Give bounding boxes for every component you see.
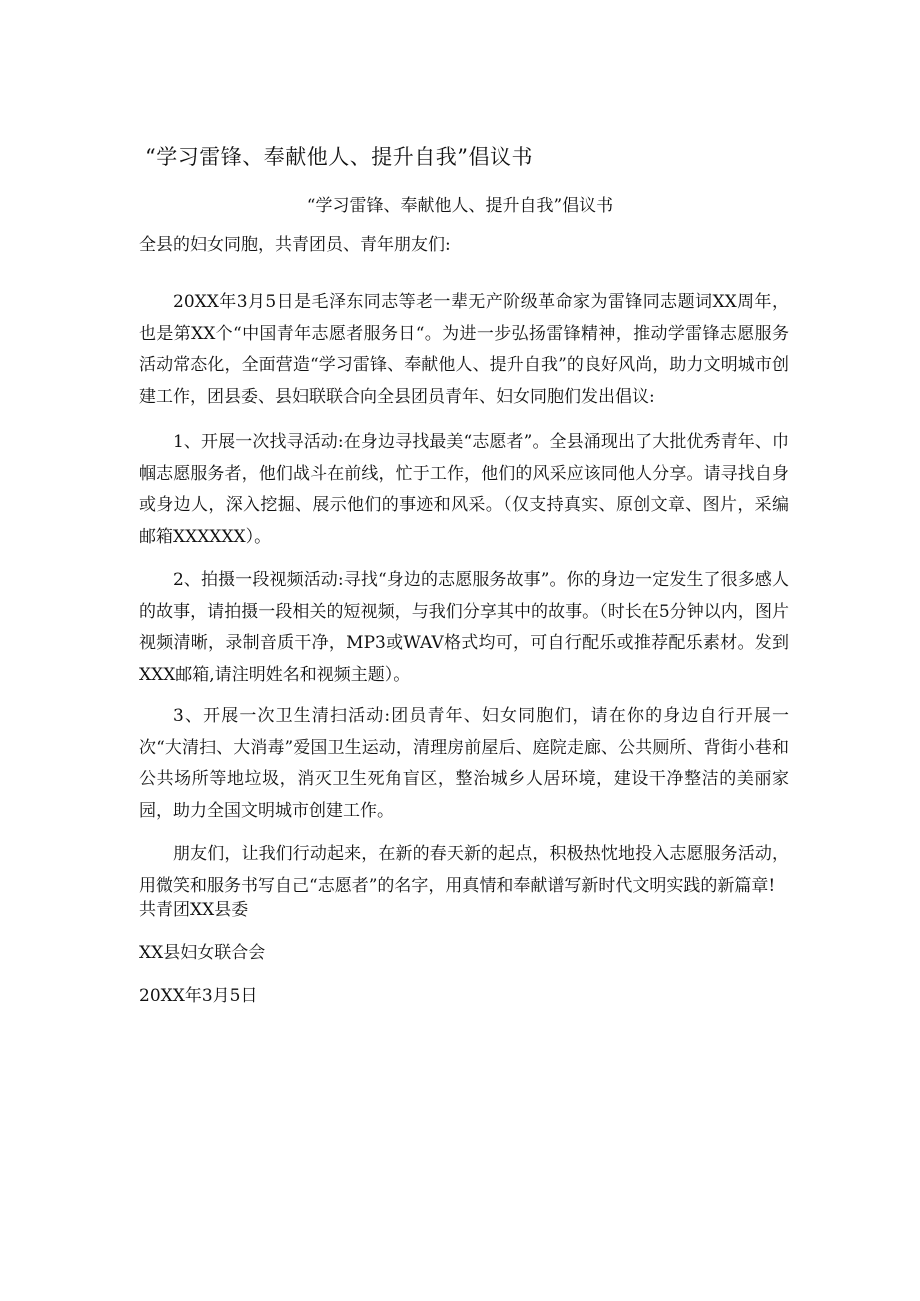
paragraph-item-2: 2、拍摄一段视频活动:寻找“身边的志愿服务故事”。你的身边一定发生了很多感人的故事，请拍摄一段相关的短视频，与我们分享其中的故事。（时长在5分钟以内，图片视频清晰，录制音质干净，MP3或WAV格式均可，可自行配乐或推荐配乐素材。发到XXX邮箱,请注明姓名和视频主题）。: [139, 570, 789, 685]
paragraph-intro: 20XX年3月5日是毛泽东同志等老一辈无产阶级革命家为雷锋同志题词XX周年，也是第XX个“中国青年志愿者服务日“。为进一步弘扬雷锋精神，推动学雷锋志愿服务活动常态化，全面营造“学习雷锋、奉献他人、提升自我”的良好风尚，助力文明城市创建工作，团县委、县妇联联合向全县团员青年、妇女同胞们发出倡议:: [139, 292, 789, 407]
paragraph-closing: 朋友们，让我们行动起来，在新的春天新的起点，积极热忱地投入志愿服务活动，用微笑和服务书写自己“志愿者”的名字，用真情和奉献谱写新时代文明实践的新篇章!: [139, 844, 789, 896]
document-subtitle: “学习雷锋、奉献他人、提升自我”倡议书: [306, 196, 614, 216]
signature-date: 20XX年3月5日: [139, 986, 258, 1006]
signature-org-youth-league: 共青团XX县委: [139, 900, 249, 920]
paragraph-item-1: 1、开展一次找寻活动:在身边寻找最美“志愿者”。全县涌现出了大批优秀青年、巾帼志愿服务者，他们战斗在前线，忙于工作，他们的风采应该同他人分享。请寻找自身或身边人，深入挖掘、展示他们的事迹和风采。（仅支持真实、原创文章、图片，采编邮箱XXXXXX）。: [139, 432, 789, 547]
signature-org-womens-federation: XX县妇女联合会: [139, 943, 266, 963]
salutation: 全县的妇女同胞，共青团员、青年朋友们:: [139, 235, 451, 255]
paragraph-item-3: 3、开展一次卫生清扫活动:团员青年、妇女同胞们，请在你的身边自行开展一次“大清扫、大消毒”爱国卫生运动，清理房前屋后、庭院走廊、公共厕所、背街小巷和公共场所等地垃圾，消灭卫生死角盲区，整治城乡人居环境，建设干净整洁的美丽家园，助力全国文明城市创建工作。: [139, 706, 789, 821]
document-title: “学习雷锋、奉献他人、提升自我”倡议书: [145, 145, 533, 169]
